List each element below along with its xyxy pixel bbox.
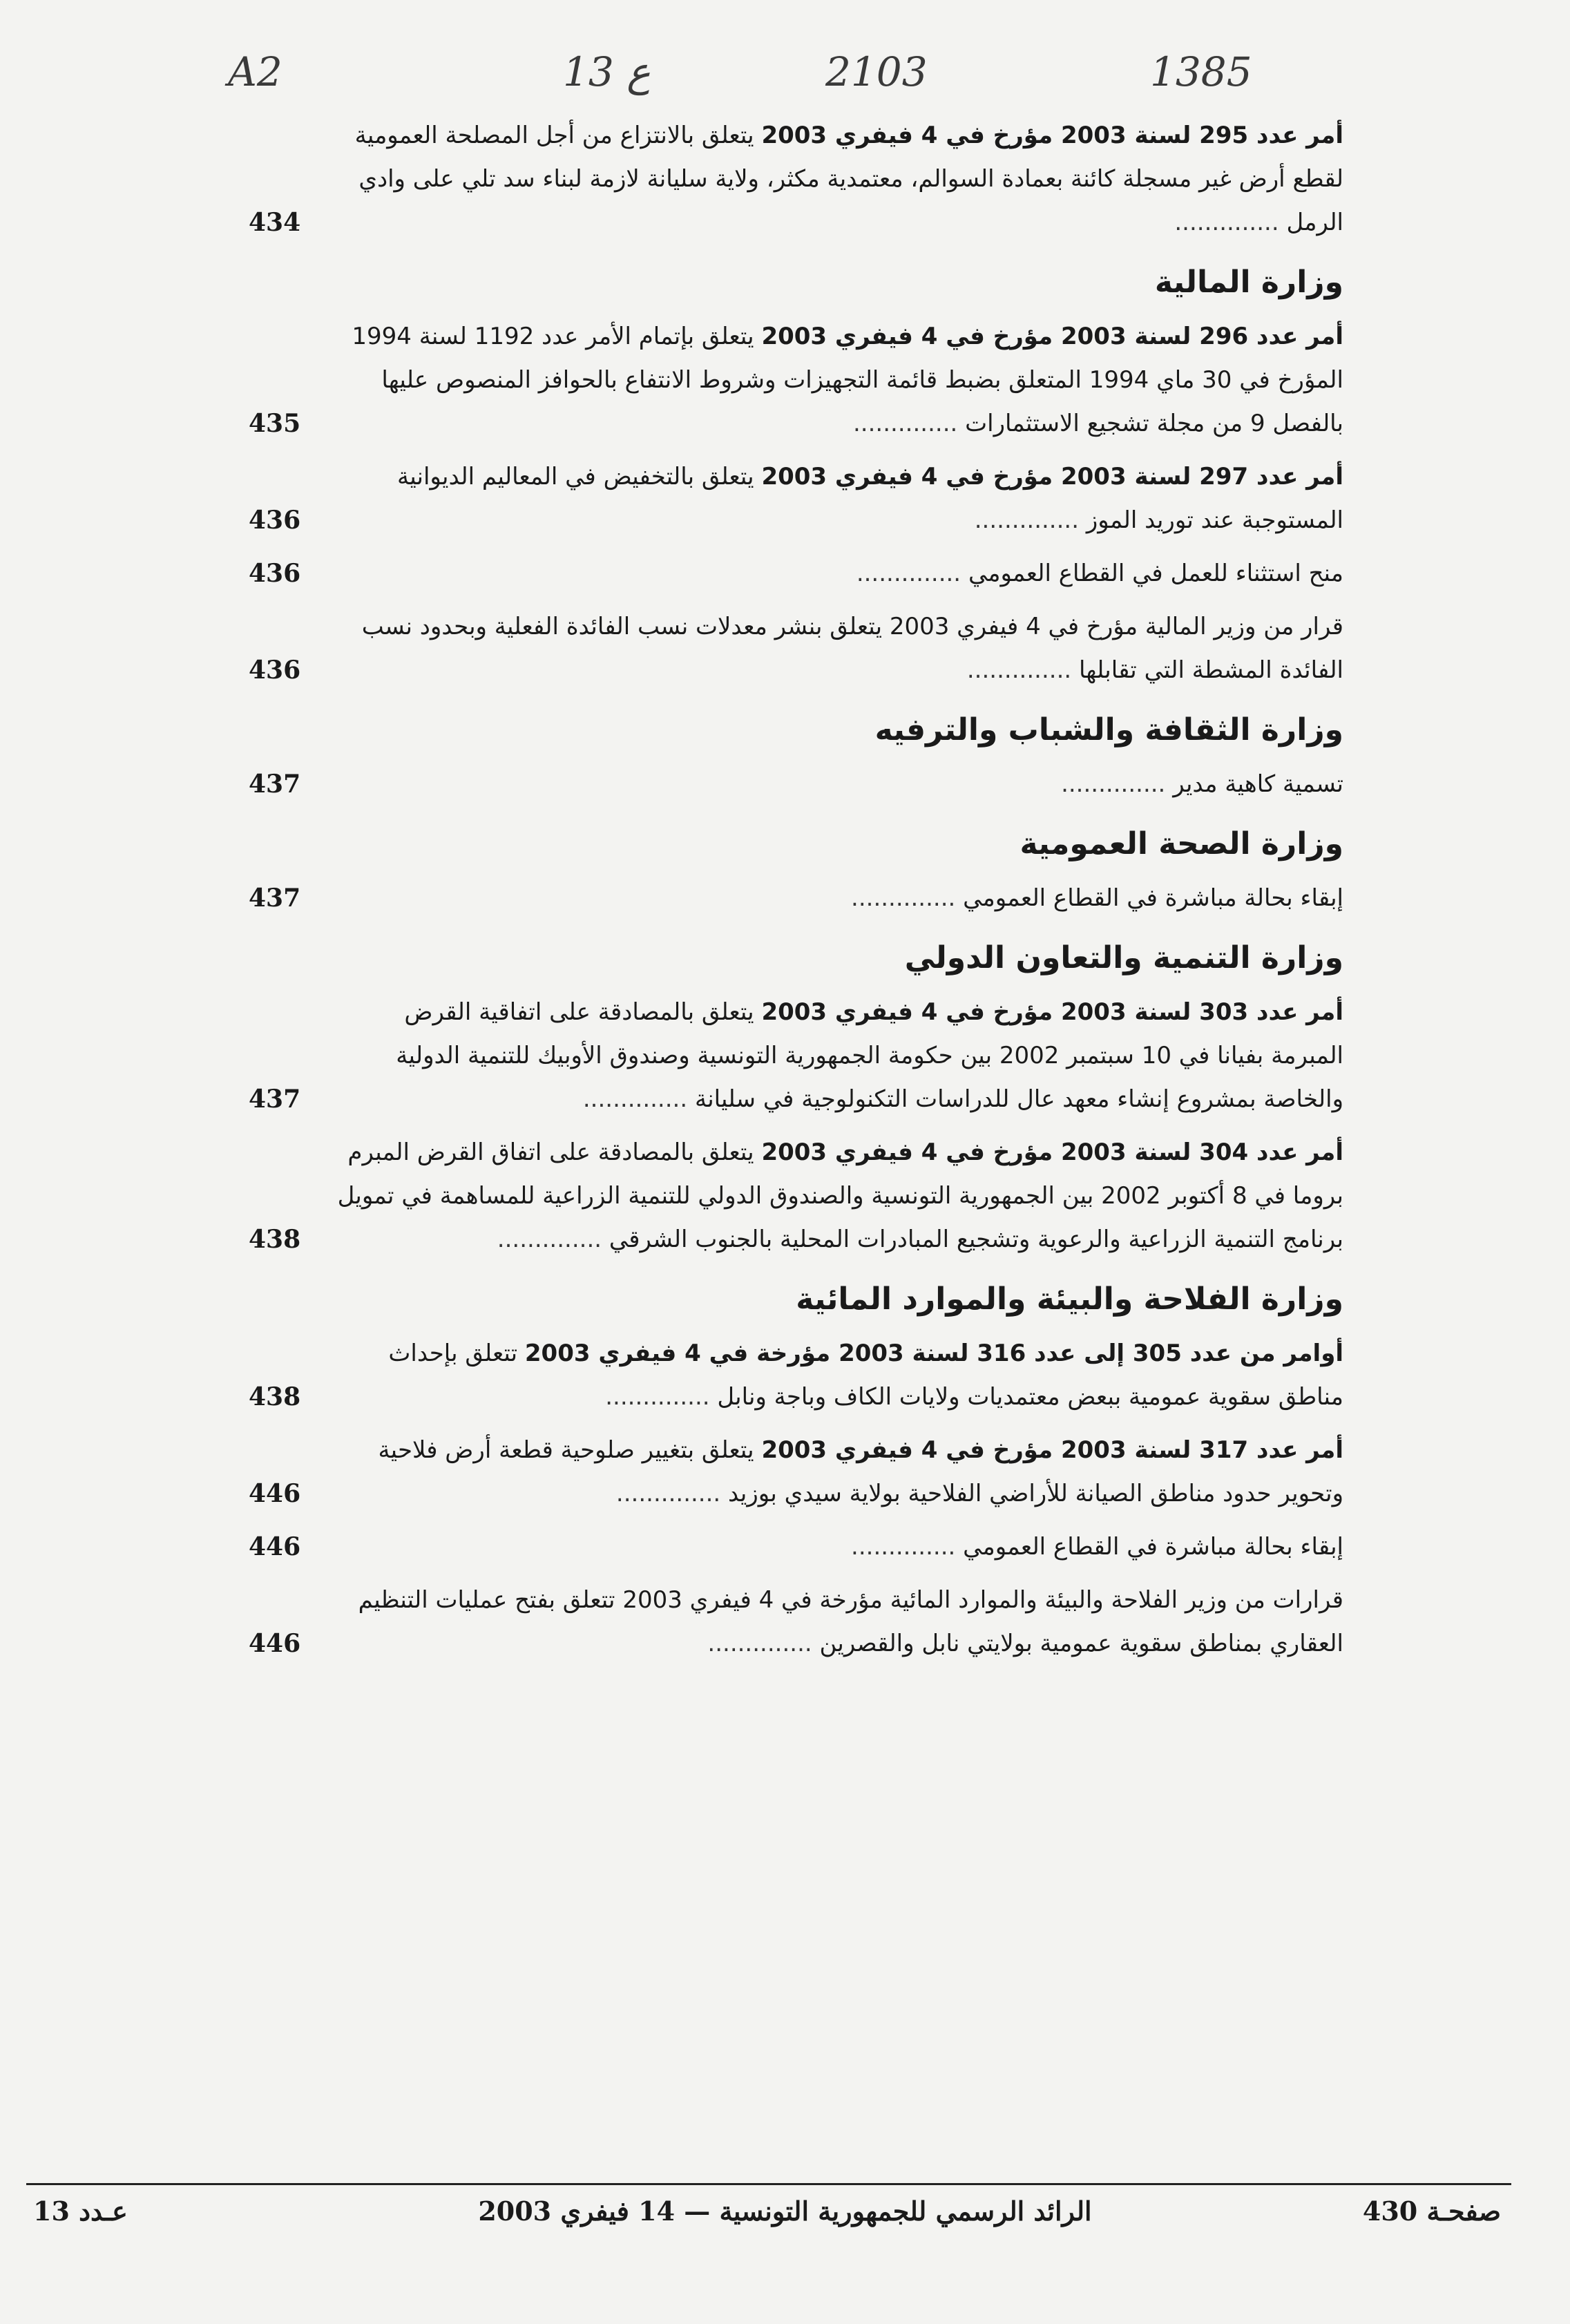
toc-entry (249, 1332, 1343, 1419)
leader-dots: .............. (1061, 770, 1166, 798)
toc-entry-page: 434 (249, 208, 301, 237)
toc-entry (249, 1525, 1343, 1569)
toc-entry-page: 437 (249, 770, 301, 799)
toc-entry (249, 605, 1343, 692)
toc-entry-body: يتعلق بالمصادقة على اتفاقية القرض المبرمة بفيانا في 10 سبتمبر 2002 بين حكومة الجمهورية التونسية وصندوق الأوبيك للتنمية الدولية والخاصة بمشروع إنشاء معهد عال للدراسات التكنولوجية في سليانة (396, 998, 1343, 1113)
ministry-heading: وزارة الفلاحة والبيئة والموارد المائية (796, 1282, 1343, 1317)
ministry-heading: وزارة التنمية والتعاون الدولي (904, 940, 1343, 975)
footer-page-number: صفحـة 430 (1362, 2196, 1501, 2227)
toc-entry-page: 437 (249, 884, 301, 913)
toc-entry-body: يتعلق بتغيير صلوحية قطعة أرض فلاحية وتحوير حدود مناطق الصيانة للأراضي الفلاحية بولاية سيدي بوزيد (378, 1436, 1343, 1507)
toc-entry-page: 446 (249, 1532, 301, 1561)
toc-entry-text (332, 315, 1343, 446)
toc-entry-page: 437 (249, 1085, 301, 1114)
toc-entry-lead: أمر عدد 304 لسنة 2003 مؤرخ في 4 فيفري 2003 (761, 1139, 1343, 1166)
toc-entry (249, 991, 1343, 1121)
leader-dots: .............. (582, 1085, 688, 1113)
toc-entry-text (332, 552, 1343, 596)
leader-dots: .............. (497, 1226, 602, 1253)
toc-entry (249, 455, 1343, 542)
toc-entry-page: 436 (249, 559, 301, 588)
handwritten-note: A2 (228, 48, 283, 95)
toc-entry (249, 877, 1343, 920)
leader-dots: .............. (966, 656, 1072, 684)
toc-entry-text (332, 991, 1343, 1121)
toc-entry-lead: أمر عدد 296 لسنة 2003 مؤرخ في 4 فيفري 2003 (761, 323, 1343, 350)
leader-dots: .............. (974, 506, 1080, 534)
toc-entry (249, 1579, 1343, 1666)
toc-entry-text (332, 1131, 1343, 1261)
toc-entry-lead: أمر عدد 297 لسنة 2003 مؤرخ في 4 فيفري 2003 (761, 463, 1343, 490)
toc-entry-text (332, 1525, 1343, 1569)
toc-entry (249, 1429, 1343, 1516)
toc-entry-page: 446 (249, 1629, 301, 1658)
toc-entry-body: قرارات من وزير الفلاحة والبيئة والموارد المائية مؤرخة في 4 فيفري 2003 تتعلق بفتح عمليات التنظيم العقاري بمناطق سقوية عمومية بولايتي نابل والقصرين (358, 1586, 1343, 1657)
toc-entry-body: يتعلق بالتخفيض في المعاليم الديوانية المستوجبة عند توريد الموز (397, 463, 1343, 534)
toc-entry-page: 436 (249, 656, 301, 685)
toc-entry (249, 114, 1343, 245)
leader-dots: .............. (851, 884, 956, 912)
leader-dots: .............. (707, 1630, 812, 1657)
toc-entry-page: 438 (249, 1382, 301, 1411)
toc-entry-text (332, 763, 1343, 806)
handwritten-note: 13 ع (563, 48, 651, 95)
toc-entry-lead: أمر عدد 295 لسنة 2003 مؤرخ في 4 فيفري 2003 (761, 122, 1343, 149)
handwritten-note: 2103 (825, 48, 928, 95)
toc-entry (249, 1131, 1343, 1261)
leader-dots: .............. (615, 1480, 721, 1507)
leader-dots: .............. (856, 560, 961, 587)
toc-entry-body: تسمية كاهية مدير (1173, 770, 1343, 798)
toc-entry-text (332, 1332, 1343, 1419)
toc-entry-body: قرار من وزير المالية مؤرخ في 4 فيفري 2003 يتعلق بنشر معدلات نسب الفائدة الفعلية وبحدود نسب الفائدة المشطة التي تقابلها (361, 613, 1343, 684)
ministry-heading: وزارة الثقافة والشباب والترفيه (874, 712, 1343, 747)
toc-entry-lead: أوامر من عدد 305 إلى عدد 316 لسنة 2003 مؤرخة في 4 فيفري 2003 (524, 1340, 1343, 1367)
leader-dots: .............. (853, 410, 958, 437)
footer-divider (26, 2183, 1511, 2185)
toc-entry-body: منح استثناء للعمل في القطاع العمومي (968, 560, 1343, 587)
toc-entry-text (332, 877, 1343, 920)
footer-journal-title: الرائد الرسمي للجمهورية التونسية — 14 فيفري 2003 (478, 2196, 1092, 2227)
handwritten-note: 1385 (1150, 48, 1252, 95)
toc-entry-text (332, 1429, 1343, 1516)
toc-entry-body: يتعلق بالانتزاع من أجل المصلحة العمومية لقطع أرض غير مسجلة كائنة بعمادة السوالم، معتمدية مكثر، ولاية سليانة لازمة لبناء سد تلي على وادي الرمل (354, 122, 1343, 236)
toc-entry-body: يتعلق بإتمام الأمر عدد 1192 لسنة 1994 المؤرخ في 30 ماي 1994 المتعلق بضبط قائمة التجهيزات وشروط الانتفاع بالحوافز المنصوص عليها بالفصل 9 من مجلة تشجيع الاستثمارات (352, 323, 1343, 437)
toc-entry-page: 435 (249, 409, 301, 438)
toc-entry-body: تتعلق بإحداث مناطق سقوية عمومية ببعض معتمديات ولايات الكاف وباجة ونابل (388, 1340, 1343, 1411)
toc-entry-text (332, 114, 1343, 245)
ministry-heading: وزارة المالية (1154, 265, 1343, 300)
toc-entry-text (332, 605, 1343, 692)
toc-entry (249, 552, 1343, 596)
footer-issue-number: عـدد 13 (33, 2196, 128, 2227)
toc-entry-text (332, 1579, 1343, 1666)
toc-entry-page: 436 (249, 506, 301, 535)
toc-entry-body: إبقاء بحالة مباشرة في القطاع العمومي (963, 1533, 1343, 1561)
toc-entry-lead: أمر عدد 303 لسنة 2003 مؤرخ في 4 فيفري 2003 (761, 998, 1343, 1026)
toc-entry-body: يتعلق بالمصادقة على اتفاق القرض المبرم بروما في 8 أكتوبر 2002 بين الجمهورية التونسية والصندوق الدولي للتنمية الزراعية للمساهمة في تمويل برنامج التنمية الزراعية والرعوية وتشجيع المبادرات المحلية بالجنوب الشرقي (337, 1139, 1343, 1253)
toc-entry (249, 763, 1343, 806)
toc-entry (249, 315, 1343, 446)
toc-entry-page: 438 (249, 1225, 301, 1254)
leader-dots: .............. (1174, 209, 1279, 236)
toc-entry-lead: أمر عدد 317 لسنة 2003 مؤرخ في 4 فيفري 2003 (761, 1436, 1343, 1464)
leader-dots: .............. (851, 1533, 956, 1561)
toc-entry-body: إبقاء بحالة مباشرة في القطاع العمومي (963, 884, 1343, 912)
ministry-heading: وزارة الصحة العمومية (1019, 826, 1343, 861)
leader-dots: .............. (605, 1383, 710, 1411)
toc-entry-text (332, 455, 1343, 542)
toc-entry-page: 446 (249, 1479, 301, 1508)
table-of-contents (249, 114, 1343, 1675)
